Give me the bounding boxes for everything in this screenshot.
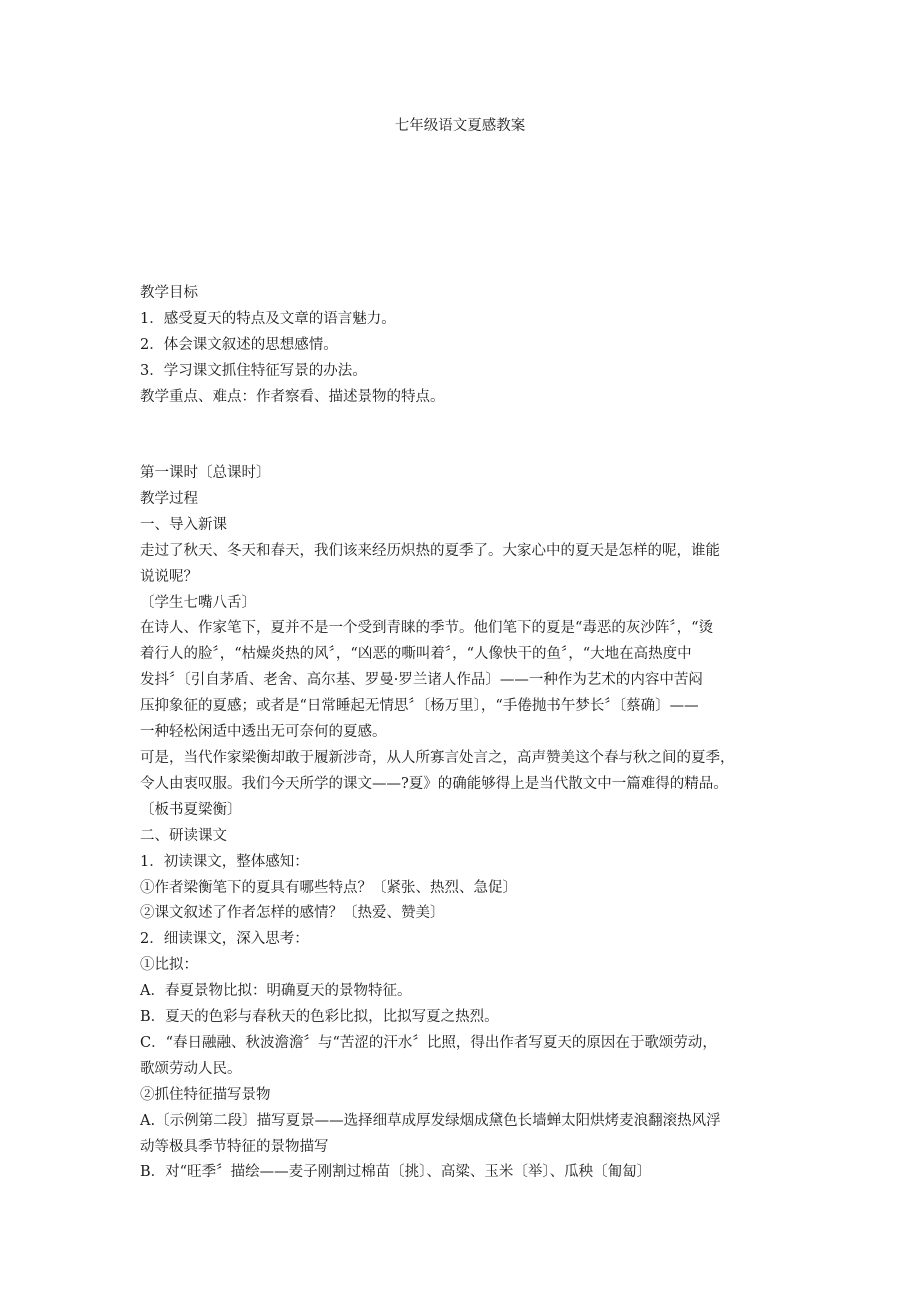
body-line: 可是，当代作家梁衡却敢于履新涉奇，从人所寡言处言之，高声赞美这个春与秋之间的夏季，: [140, 749, 735, 766]
document-title: 七年级语文夏感教案: [394, 118, 526, 134]
body-line: 〔板书夏梁衡〕: [140, 801, 242, 818]
list-item: A.〔示例第二段〕描写夏景——选择细草成厚发绿烟成黛色长墙蝉太阳烘烤麦浪翻滚热风浮: [140, 1112, 721, 1129]
section-heading: 二、研读课文: [140, 827, 227, 844]
objective-item: 3．学习课文抓住特征写景的办法。: [140, 362, 367, 379]
body-line: 发抖〞〔引自茅盾、老舍、高尔基、罗曼·罗兰诸人作品〕——一种作为艺术的内容中苦闷: [140, 672, 703, 689]
list-item: 1．初读课文，整体感知：: [140, 853, 309, 870]
process-heading: 教学过程: [140, 490, 198, 507]
body-line: 压抑象征的夏感；或者是“日常睡起无情思〞〔杨万里〕，“手倦抛书午梦长〞〔蔡确〕——: [140, 698, 699, 715]
objectives-heading: 教学目标: [140, 285, 198, 301]
body-line: 着行人的脸〞，“枯燥炎热的风〞，“凶恶的嘶叫着〞，“人像快干的鱼〞，“大地在高热度中: [140, 646, 692, 663]
body-line: 走过了秋天、冬天和春天，我们该来经历炽热的夏季了。大家心中的夏天是怎样的呢，谁能: [140, 542, 720, 559]
body-line: 说说呢？: [140, 568, 198, 585]
body-line: 令人由衷叹服。我们今天所学的课文——?夏》的确能够得上是当代散文中一篇难得的精品。: [140, 775, 728, 792]
body-line: 一种轻松闲适中透出无可奈何的夏感。: [140, 724, 387, 741]
list-item: 动等极具季节特征的景物描写: [140, 1138, 329, 1155]
list-item: 歌颂劳动人民。: [140, 1060, 242, 1077]
list-item: ②课文叙述了作者怎样的感情？〔热爱、赞美〕: [140, 905, 445, 922]
lesson-section: [140, 461, 800, 1186]
list-item: ①作者梁衡笔下的夏具有哪些特点？〔紧张、热烈、急促〕: [140, 879, 517, 896]
list-item: B．夏天的色彩与春秋天的色彩比拟，比拟写夏之热烈。: [140, 1009, 499, 1026]
section-heading: 一、导入新课: [140, 516, 227, 533]
lesson-period-heading: 第一课时〔总课时〕: [140, 465, 271, 481]
list-item: B．对“旺季〞描绘——麦子刚割过棉苗〔挑〕、高粱、玉米〔举〕、瓜秧〔匍匐〕: [140, 1164, 652, 1181]
list-item: ①比拟：: [140, 957, 198, 974]
key-points-line: 教学重点、难点：作者察看、描述景物的特点。: [140, 388, 445, 405]
body-line: 〔学生七嘴八舌〕: [140, 594, 256, 611]
list-item: ②抓住特征描写景物: [140, 1086, 271, 1103]
objective-item: 2．体会课文叙述的思想感情。: [140, 336, 338, 353]
list-item: A．春夏景物比拟：明确夏天的景物特征。: [140, 983, 412, 1000]
list-item: C．“春日融融、秋波澹澹〞与“苦涩的汗水〞比照，得出作者写夏天的原因在于歌颂劳动，: [140, 1034, 717, 1051]
objectives-section: [140, 281, 800, 411]
list-item: 2．细读课文，深入思考：: [140, 931, 309, 948]
objective-item: 1．感受夏天的特点及文章的语言魅力。: [140, 310, 396, 327]
body-line: 在诗人、作家笔下，夏并不是一个受到青睐的季节。他们笔下的夏是“毒恶的灰沙阵〞，“烫: [140, 620, 714, 637]
